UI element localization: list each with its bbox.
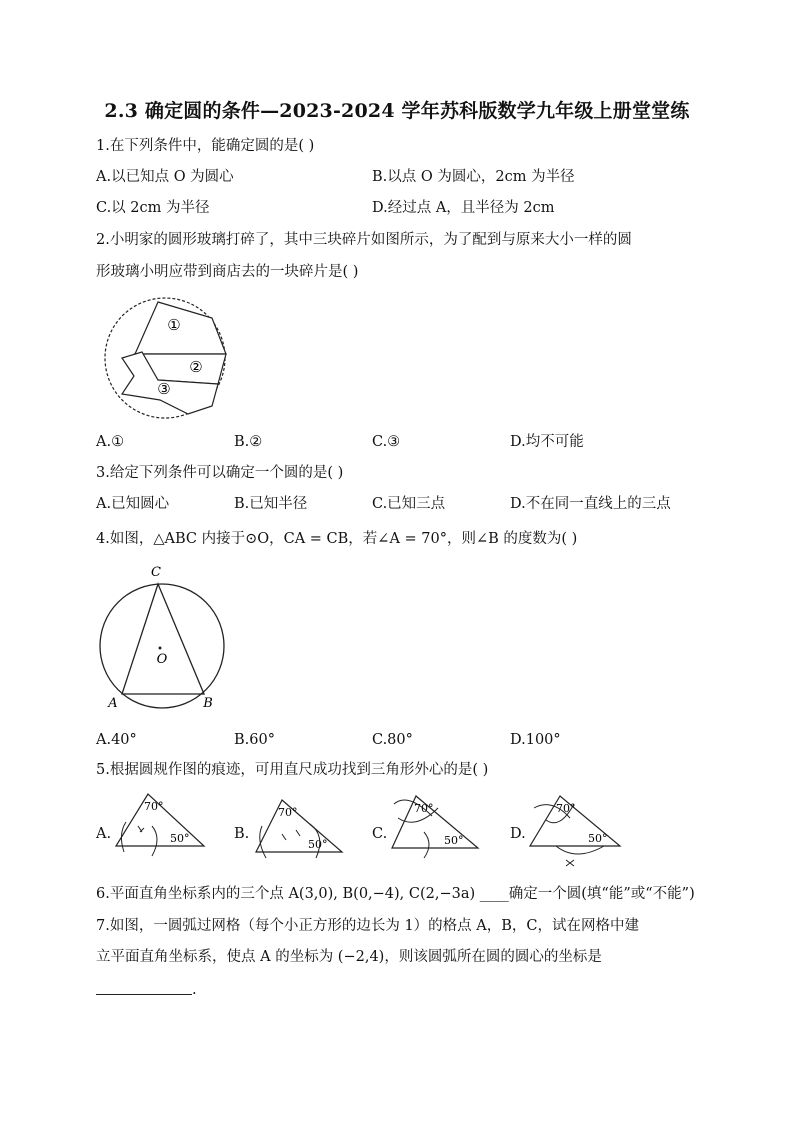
q4-option-a: A.40° — [96, 732, 137, 748]
question-7-line2: 立平面直角坐标系，使点 A 的坐标为 (−2,4)，则该圆弧所在圆的圆心的坐标是 — [96, 949, 602, 965]
q5-option-b-label: B. — [234, 826, 250, 842]
question-6-stem: 6.平面直角坐标系内的三个点 A(3,0), B(0,−4), C(2,−3a) ____确定一个圆(填“能”或“不能”) — [96, 886, 695, 902]
q2-option-d: D.均不可能 — [510, 434, 584, 450]
q1-option-d: D.经过点 A，且半径为 2cm — [372, 200, 555, 216]
angle-50-label: 50° — [308, 838, 328, 851]
angle-70-label: 70° — [414, 802, 434, 815]
question-1-stem: 1.在下列条件中，能确定圆的是( ) — [96, 138, 315, 154]
vertex-a-label: A — [108, 696, 118, 711]
q2-option-a: A.① — [96, 434, 125, 450]
angle-70-label: 70° — [556, 802, 576, 815]
vertex-c-label: C — [151, 565, 161, 580]
question-7-line1: 7.如图，一圆弧过网格（每个小正方形的边长为 1）的格点 A，B，C，试在网格中建 — [96, 918, 639, 934]
fragment-2-label: ② — [189, 358, 203, 376]
fragment-3-label: ③ — [157, 380, 171, 398]
q1-option-c: C.以 2cm 为半径 — [96, 200, 210, 216]
q3-option-d: D.不在同一直线上的三点 — [510, 496, 671, 512]
q2-glass-figure — [100, 296, 230, 426]
question-3-stem: 3.给定下列条件可以确定一个圆的是( ) — [96, 465, 344, 481]
q3-option-a: A.已知圆心 — [96, 496, 170, 512]
q3-option-b: B.已知半径 — [234, 496, 308, 512]
q4-option-c: C.80° — [372, 732, 413, 748]
q5-option-a-label: A. — [96, 826, 112, 842]
angle-70-label: 70° — [278, 806, 298, 819]
q1-option-a: A.以已知点 O 为圆心 — [96, 169, 234, 185]
angle-50-label: 50° — [170, 832, 190, 845]
q1-option-b: B.以点 O 为圆心，2cm 为半径 — [372, 169, 575, 185]
q5-option-c-label: C. — [372, 826, 388, 842]
angle-70-label: 70° — [144, 800, 164, 813]
q5-option-d-figure — [526, 790, 626, 868]
q5-option-c-figure — [388, 790, 484, 860]
answer-blank-line — [96, 994, 192, 995]
vertex-b-label: B — [203, 696, 213, 711]
q4-option-b: B.60° — [234, 732, 275, 748]
q3-option-c: C.已知三点 — [372, 496, 446, 512]
q2-option-c: C.③ — [372, 434, 401, 450]
question-2-stem-line2: 形玻璃小明应带到商店去的一块碎片是( ) — [96, 264, 359, 280]
page-title: 2.3 确定圆的条件—2023-2024 学年苏科版数学九年级上册堂堂练 — [104, 100, 690, 122]
center-o-label: O — [156, 652, 168, 667]
answer-blank-period: . — [192, 982, 197, 998]
q5-option-d-label: D. — [510, 826, 526, 842]
angle-50-label: 50° — [444, 834, 464, 847]
fragment-1-label: ① — [167, 316, 181, 334]
angle-50-label: 50° — [588, 832, 608, 845]
question-4-stem: 4.如图，△ABC 内接于⊙O，CA = CB，若∠A = 70°，则∠B 的度数为( ) — [96, 531, 578, 547]
q5-option-b-figure — [252, 796, 348, 866]
q5-option-a-figure — [112, 790, 208, 860]
q4-circle-triangle-figure — [98, 562, 228, 712]
q2-option-b: B.② — [234, 434, 263, 450]
question-2-stem-line1: 2.小明家的圆形玻璃打碎了，其中三块碎片如图所示，为了配到与原来大小一样的圆 — [96, 232, 632, 248]
q4-option-d: D.100° — [510, 732, 561, 748]
question-5-stem: 5.根据圆规作图的痕迹，可用直尺成功找到三角形外心的是( ) — [96, 762, 489, 778]
